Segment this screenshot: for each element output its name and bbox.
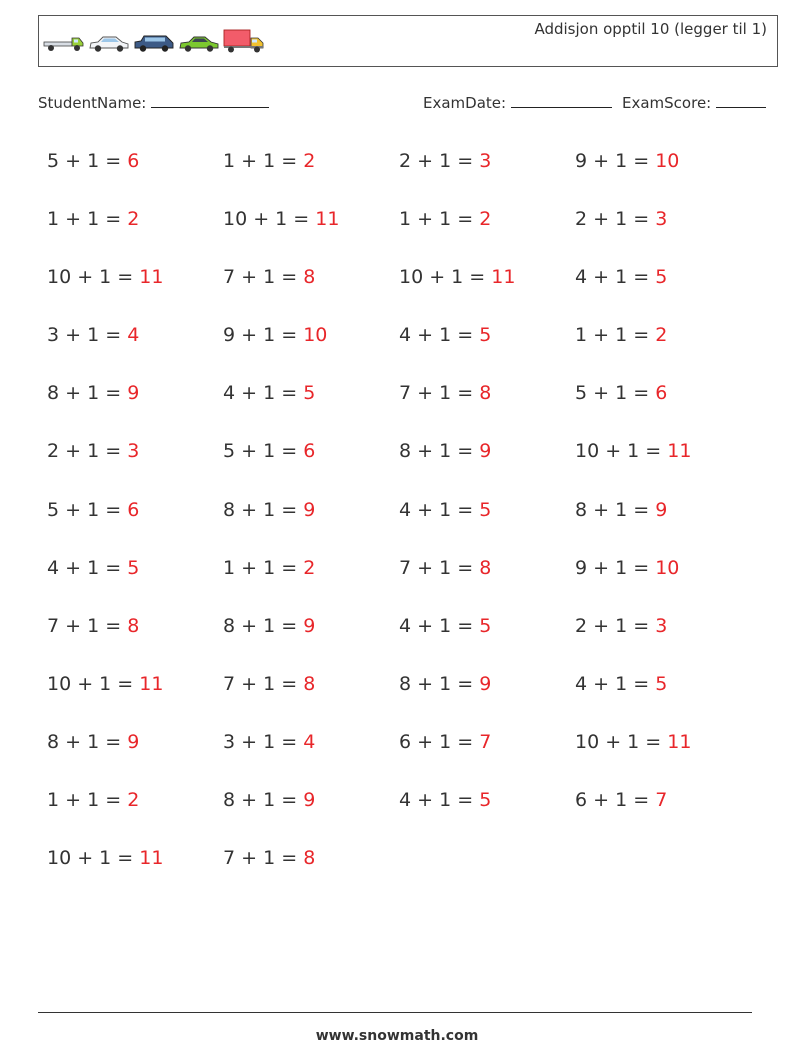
problem-item	[223, 843, 399, 901]
problem-item	[575, 727, 751, 785]
problem-answer: 5	[655, 266, 668, 289]
problem-question: 1 + 1 =	[47, 208, 128, 231]
problem-question: 7 + 1 =	[223, 672, 304, 695]
problem-item	[223, 785, 399, 843]
problem-answer: 9	[479, 672, 492, 695]
problem-answer: 9	[127, 730, 140, 753]
problem-question: 1 + 1 =	[223, 556, 304, 579]
problem-item	[575, 611, 751, 669]
problem-answer: 11	[139, 672, 164, 695]
exam-date-field	[423, 93, 612, 112]
problem-row	[47, 262, 767, 320]
problem-row	[47, 611, 767, 669]
problem-question: 7 + 1 =	[47, 614, 128, 637]
problem-row	[47, 553, 767, 611]
problem-answer: 8	[127, 614, 140, 637]
problem-question: 3 + 1 =	[223, 730, 304, 753]
problem-answer: 2	[303, 556, 316, 579]
problem-answer: 5	[127, 556, 140, 579]
problem-item	[47, 785, 223, 843]
problem-answer: 9	[655, 498, 668, 521]
problem-item	[399, 727, 575, 785]
vehicle-icons	[43, 28, 265, 54]
problem-answer: 11	[315, 208, 340, 231]
problem-answer: 9	[127, 382, 140, 405]
problem-question: 1 + 1 =	[575, 324, 656, 347]
problem-row	[47, 146, 767, 204]
problem-question: 5 + 1 =	[47, 498, 128, 521]
problem-item	[575, 495, 751, 553]
problem-item	[399, 436, 575, 494]
problem-answer: 11	[139, 847, 164, 870]
problem-answer: 11	[491, 266, 516, 289]
blue-suv-icon	[133, 34, 175, 54]
problem-question: 8 + 1 =	[399, 440, 480, 463]
problem-answer: 7	[479, 730, 492, 753]
problem-item	[47, 843, 223, 901]
problem-question: 1 + 1 =	[399, 208, 480, 231]
problem-question: 10 + 1 =	[47, 672, 140, 695]
problem-question: 5 + 1 =	[47, 150, 128, 172]
problem-row	[47, 669, 767, 727]
problem-item	[223, 553, 399, 611]
problem-item	[223, 669, 399, 727]
problem-item	[223, 262, 399, 320]
problem-question: 2 + 1 =	[47, 440, 128, 463]
problem-answer: 8	[303, 266, 316, 289]
problem-grid	[47, 146, 767, 901]
problem-question: 4 + 1 =	[575, 266, 656, 289]
problem-answer: 6	[127, 498, 140, 521]
red-box-truck-icon	[223, 28, 265, 54]
problem-row	[47, 204, 767, 262]
problem-answer: 6	[303, 440, 316, 463]
problem-question: 4 + 1 =	[399, 789, 480, 812]
problem-question: 4 + 1 =	[223, 382, 304, 405]
problem-question: 8 + 1 =	[223, 789, 304, 812]
footer-divider	[38, 1012, 752, 1013]
problem-question: 2 + 1 =	[399, 150, 480, 172]
problem-question: 10 + 1 =	[575, 730, 668, 753]
problem-answer: 3	[127, 440, 140, 463]
problem-row	[47, 495, 767, 553]
problem-item	[47, 204, 223, 262]
problem-question: 1 + 1 =	[223, 150, 304, 172]
worksheet-title: Addisjon opptil 10 (legger til 1)	[534, 20, 767, 38]
problem-answer: 3	[655, 614, 668, 637]
problem-item	[399, 204, 575, 262]
problem-question: 7 + 1 =	[223, 266, 304, 289]
problem-item	[47, 320, 223, 378]
problem-answer: 5	[479, 614, 492, 637]
problem-item	[575, 436, 751, 494]
problem-question: 8 + 1 =	[47, 382, 128, 405]
problem-question: 9 + 1 =	[575, 150, 656, 172]
problem-answer: 11	[139, 266, 164, 289]
problem-question: 8 + 1 =	[223, 498, 304, 521]
problem-answer: 2	[127, 208, 140, 231]
problem-item	[223, 320, 399, 378]
problem-question: 10 + 1 =	[575, 440, 668, 463]
problem-answer: 8	[479, 382, 492, 405]
problem-answer: 2	[479, 208, 492, 231]
green-car-icon	[178, 34, 220, 54]
problem-question: 8 + 1 =	[399, 672, 480, 695]
student-name-label: StudentName:	[38, 94, 147, 112]
problem-item	[575, 146, 751, 204]
problem-question: 6 + 1 =	[399, 730, 480, 753]
exam-date-blank[interactable]	[511, 93, 612, 108]
problem-answer: 7	[655, 789, 668, 812]
problem-item	[47, 669, 223, 727]
problem-item	[399, 669, 575, 727]
problem-question: 6 + 1 =	[575, 789, 656, 812]
problem-answer: 8	[303, 847, 316, 870]
flatbed-truck-icon	[43, 34, 85, 54]
problem-question: 10 + 1 =	[223, 208, 316, 231]
problem-question: 8 + 1 =	[575, 498, 656, 521]
problem-question: 4 + 1 =	[399, 498, 480, 521]
problem-answer: 10	[655, 150, 680, 172]
exam-date-label: ExamDate:	[423, 94, 507, 112]
problem-item	[575, 262, 751, 320]
problem-answer: 3	[655, 208, 668, 231]
problem-question: 2 + 1 =	[575, 614, 656, 637]
problem-item	[223, 495, 399, 553]
problem-item	[399, 320, 575, 378]
problem-item	[575, 669, 751, 727]
problem-item	[223, 727, 399, 785]
problem-answer: 9	[303, 789, 316, 812]
problem-question: 9 + 1 =	[575, 556, 656, 579]
problem-answer: 8	[479, 556, 492, 579]
problem-answer: 8	[303, 672, 316, 695]
problem-item	[47, 262, 223, 320]
problem-item	[47, 146, 223, 204]
problem-answer: 9	[303, 614, 316, 637]
problem-question: 1 + 1 =	[47, 789, 128, 812]
problem-item	[223, 146, 399, 204]
problem-answer: 4	[303, 730, 316, 753]
problem-row	[47, 378, 767, 436]
problem-answer: 11	[667, 730, 692, 753]
problem-item	[47, 611, 223, 669]
problem-question: 9 + 1 =	[223, 324, 304, 347]
problem-question: 10 + 1 =	[47, 847, 140, 870]
problem-row	[47, 436, 767, 494]
problem-item	[47, 495, 223, 553]
problem-row	[47, 727, 767, 785]
problem-question: 5 + 1 =	[223, 440, 304, 463]
problem-answer: 5	[479, 498, 492, 521]
problem-item	[399, 553, 575, 611]
exam-score-blank[interactable]	[716, 93, 766, 108]
student-name-field	[38, 93, 269, 112]
problem-answer: 3	[479, 150, 492, 172]
problem-answer: 11	[667, 440, 692, 463]
problem-item	[399, 495, 575, 553]
footer-url: www.snowmath.com	[315, 1028, 479, 1044]
problem-question: 3 + 1 =	[47, 324, 128, 347]
problem-answer: 6	[127, 150, 140, 172]
white-car-icon	[88, 34, 130, 54]
problem-item	[47, 553, 223, 611]
problem-item	[223, 611, 399, 669]
problem-answer: 5	[479, 789, 492, 812]
problem-item	[47, 378, 223, 436]
problem-row	[47, 320, 767, 378]
problem-question: 2 + 1 =	[575, 208, 656, 231]
problem-item	[223, 378, 399, 436]
problem-item	[399, 378, 575, 436]
problem-answer: 10	[655, 556, 680, 579]
problem-item	[575, 378, 751, 436]
problem-question: 4 + 1 =	[399, 614, 480, 637]
problem-item	[47, 436, 223, 494]
problem-answer: 9	[303, 498, 316, 521]
problem-answer: 5	[303, 382, 316, 405]
student-name-blank[interactable]	[151, 93, 269, 108]
problem-question: 7 + 1 =	[399, 556, 480, 579]
exam-score-field	[622, 93, 766, 112]
problem-answer: 5	[479, 324, 492, 347]
problem-answer: 9	[479, 440, 492, 463]
problem-question: 4 + 1 =	[575, 672, 656, 695]
problem-item	[575, 320, 751, 378]
problem-item	[575, 553, 751, 611]
problem-answer: 2	[127, 789, 140, 812]
problem-item	[47, 727, 223, 785]
problem-answer: 5	[655, 672, 668, 695]
problem-question: 7 + 1 =	[399, 382, 480, 405]
problem-answer: 10	[303, 324, 328, 347]
problem-question: 8 + 1 =	[47, 730, 128, 753]
problem-row	[47, 843, 767, 901]
problem-item	[399, 262, 575, 320]
problem-item	[399, 785, 575, 843]
problem-answer: 2	[303, 150, 316, 172]
problem-question: 10 + 1 =	[47, 266, 140, 289]
problem-answer: 6	[655, 382, 668, 405]
problem-question: 5 + 1 =	[575, 382, 656, 405]
problem-item	[575, 785, 751, 843]
problem-item	[399, 146, 575, 204]
problem-question: 7 + 1 =	[223, 847, 304, 870]
problem-item	[223, 436, 399, 494]
problem-answer: 4	[127, 324, 140, 347]
problem-item	[399, 611, 575, 669]
problem-question: 8 + 1 =	[223, 614, 304, 637]
problem-question: 4 + 1 =	[399, 324, 480, 347]
worksheet-header	[38, 15, 778, 67]
problem-answer: 2	[655, 324, 668, 347]
problem-question: 4 + 1 =	[47, 556, 128, 579]
problem-item	[575, 204, 751, 262]
problem-item	[223, 204, 399, 262]
problem-row	[47, 785, 767, 843]
problem-question: 10 + 1 =	[399, 266, 492, 289]
exam-score-label: ExamScore:	[622, 94, 712, 112]
